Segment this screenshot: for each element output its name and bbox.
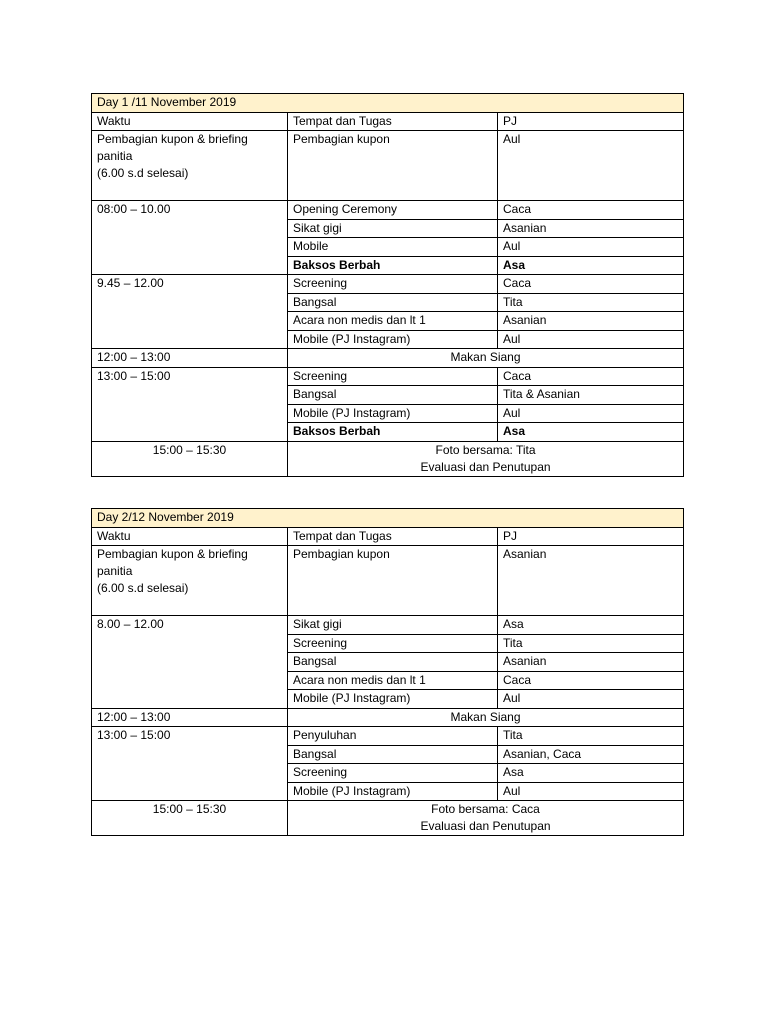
task-cell: Sikat gigi [288, 616, 498, 635]
pj-cell: Caca [498, 671, 684, 690]
table-row [92, 201, 684, 220]
pj-cell: Caca [498, 201, 684, 220]
pj-cell: Asanian [498, 546, 684, 616]
task-cell: Baksos Berbah [288, 256, 498, 275]
header-tempat: Tempat dan Tugas [288, 527, 498, 546]
pj-cell: Asa [498, 616, 684, 635]
pj-cell: Asa [498, 764, 684, 783]
header-waktu: Waktu [92, 527, 288, 546]
pj-cell: Tita [498, 727, 684, 746]
table-row [92, 131, 684, 201]
time-cell: 08:00 – 10.00 [92, 201, 288, 275]
day2-schedule-table [91, 508, 684, 836]
task-cell: Bangsal [288, 745, 498, 764]
time-cell [92, 131, 288, 201]
table-row [92, 727, 684, 746]
lunch-cell: Makan Siang [288, 708, 684, 727]
time-cell: 13:00 – 15:00 [92, 727, 288, 801]
task-cell: Screening [288, 367, 498, 386]
pj-cell: Asa [498, 423, 684, 442]
closing-photo-text: Foto bersama: Caca [431, 802, 540, 816]
task-cell: Bangsal [288, 386, 498, 405]
table-row [92, 441, 684, 476]
pj-cell: Asanian, Caca [498, 745, 684, 764]
time-cell: 12:00 – 13:00 [92, 349, 288, 368]
task-cell: Penyuluhan [288, 727, 498, 746]
table-row [92, 94, 684, 113]
table-row [92, 546, 684, 616]
pj-cell: Asa [498, 256, 684, 275]
task-cell: Screening [288, 275, 498, 294]
task-cell: Mobile (PJ Instagram) [288, 690, 498, 709]
task-cell: Screening [288, 764, 498, 783]
pj-cell: Tita & Asanian [498, 386, 684, 405]
table-row [92, 275, 684, 294]
task-cell: Bangsal [288, 293, 498, 312]
header-tempat: Tempat dan Tugas [288, 112, 498, 131]
pj-cell: Aul [498, 782, 684, 801]
lunch-cell: Makan Siang [288, 349, 684, 368]
time-cell: 12:00 – 13:00 [92, 708, 288, 727]
task-cell: Opening Ceremony [288, 201, 498, 220]
pj-cell: Aul [498, 404, 684, 423]
pj-cell: Tita [498, 293, 684, 312]
task-cell: Sikat gigi [288, 219, 498, 238]
task-cell: Bangsal [288, 653, 498, 672]
task-cell: Baksos Berbah [288, 423, 498, 442]
task-cell: Screening [288, 634, 498, 653]
task-cell: Pembagian kupon [288, 131, 498, 201]
time-cell: 15:00 – 15:30 [92, 801, 288, 836]
header-pj: PJ [498, 112, 684, 131]
time-text: Pembagian kupon & briefing panitia [97, 547, 248, 578]
header-waktu: Waktu [92, 112, 288, 131]
time-cell [92, 546, 288, 616]
time-cell: 15:00 – 15:30 [92, 441, 288, 476]
pj-cell: Aul [498, 330, 684, 349]
day1-schedule-table [91, 93, 684, 477]
task-cell: Mobile [288, 238, 498, 257]
closing-cell [288, 801, 684, 836]
task-cell: Mobile (PJ Instagram) [288, 782, 498, 801]
task-cell: Mobile (PJ Instagram) [288, 330, 498, 349]
time-text: Pembagian kupon & briefing panitia [97, 132, 248, 163]
table-row [92, 708, 684, 727]
pj-cell: Tita [498, 634, 684, 653]
table-row [92, 349, 684, 368]
day-title: Day 2/12 November 2019 [92, 509, 684, 528]
closing-photo-text: Foto bersama: Tita [435, 442, 536, 457]
time-cell: 8.00 – 12.00 [92, 616, 288, 709]
table-row [92, 616, 684, 635]
task-cell: Pembagian kupon [288, 546, 498, 616]
table-row [92, 509, 684, 528]
closing-eval-text: Evaluasi dan Penutupan [420, 819, 551, 833]
table-header-row [92, 527, 684, 546]
table-header-row [92, 112, 684, 131]
table-row [92, 801, 684, 836]
time-text: (6.00 s.d selesai) [97, 166, 189, 180]
pj-cell: Aul [498, 690, 684, 709]
pj-cell: Aul [498, 131, 684, 201]
pj-cell: Asanian [498, 312, 684, 331]
pj-cell: Asanian [498, 653, 684, 672]
closing-cell [288, 441, 684, 476]
time-text: (6.00 s.d selesai) [97, 581, 189, 595]
time-cell: 13:00 – 15:00 [92, 367, 288, 441]
day-title: Day 1 /11 November 2019 [92, 94, 684, 113]
pj-cell: Asanian [498, 219, 684, 238]
pj-cell: Aul [498, 238, 684, 257]
task-cell: Acara non medis dan lt 1 [288, 312, 498, 331]
task-cell: Mobile (PJ Instagram) [288, 404, 498, 423]
closing-eval-text: Evaluasi dan Penutupan [420, 459, 551, 474]
time-cell: 9.45 – 12.00 [92, 275, 288, 349]
pj-cell: Caca [498, 275, 684, 294]
task-cell: Acara non medis dan lt 1 [288, 671, 498, 690]
pj-cell: Caca [498, 367, 684, 386]
header-pj: PJ [498, 527, 684, 546]
table-row [92, 367, 684, 386]
